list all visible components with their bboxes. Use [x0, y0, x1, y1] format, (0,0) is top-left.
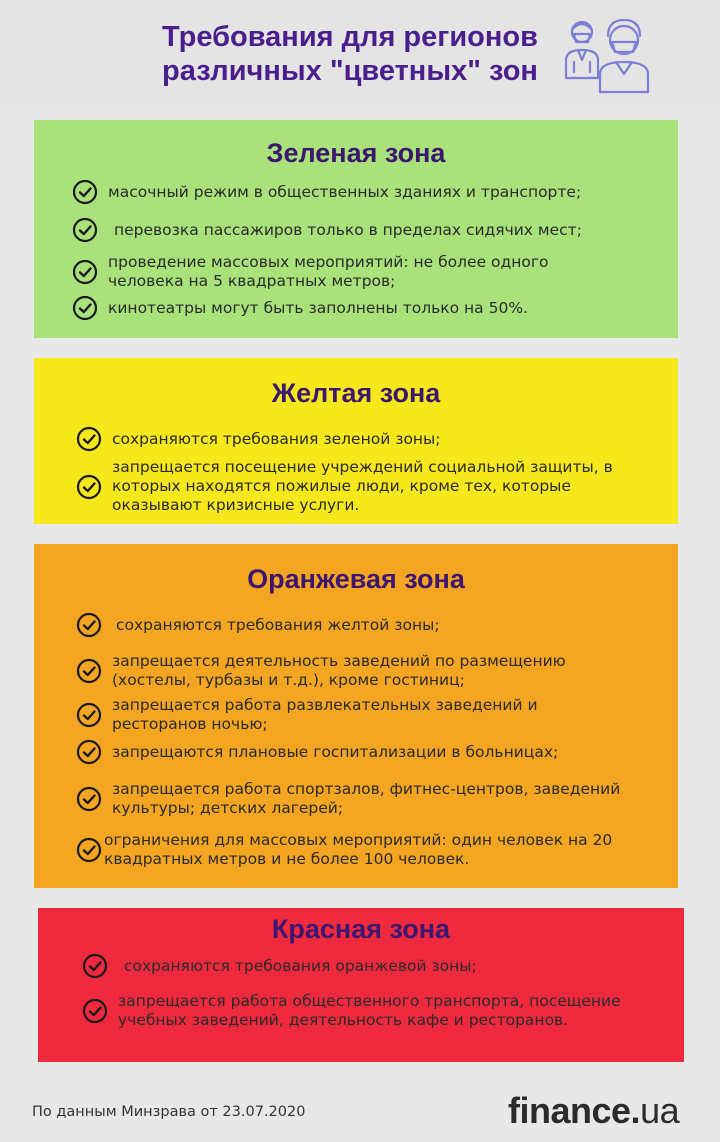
list-item: [72, 253, 592, 291]
zone-heading: Красная зона: [271, 914, 451, 944]
item-text: проведение массовых мероприятий: не более одного человека на 5 квадратных метров;: [108, 253, 549, 290]
list-item: [82, 992, 622, 1030]
check-circle-icon: [82, 953, 108, 979]
logo-dot: .: [630, 1090, 641, 1131]
finance-ua-logo[interactable]: [508, 1090, 679, 1132]
list-item: [82, 953, 672, 979]
list-item: [76, 696, 576, 734]
item-text: сохраняются требования оранжевой зоны;: [124, 956, 477, 975]
title-line-2: различных "цветных" зон: [162, 55, 538, 87]
zone-orange: [34, 544, 678, 888]
check-circle-icon: [76, 612, 102, 638]
list-item: [76, 426, 666, 452]
list-item: [76, 652, 636, 690]
item-text: запрещаются плановые госпитализации в больницах;: [112, 742, 559, 761]
list-item: [76, 739, 666, 765]
check-circle-icon: [72, 179, 98, 205]
zone-red: [38, 908, 684, 1062]
logo-tld: ua: [640, 1090, 680, 1131]
header: [0, 0, 720, 104]
check-circle-icon: [76, 426, 102, 452]
masked-people-icon: [560, 12, 660, 94]
title-line-1: Требования для регионов: [162, 21, 538, 53]
list-item: [72, 179, 662, 205]
check-circle-icon: [76, 786, 102, 812]
check-circle-icon: [72, 217, 98, 243]
check-circle-icon: [76, 837, 102, 863]
check-circle-icon: [72, 295, 98, 321]
check-circle-icon: [76, 702, 102, 728]
list-item: [76, 780, 636, 818]
check-circle-icon: [82, 998, 108, 1024]
list-item: [76, 831, 646, 869]
list-item: [76, 612, 666, 638]
page-title: [120, 20, 580, 88]
item-text: масочный режим в общественных зданиях и транспорте;: [108, 182, 582, 201]
item-text: запрещается работа развлекательных заведений и ресторанов ночью;: [112, 696, 538, 733]
list-item: [72, 217, 662, 243]
item-text: сохраняются требования зеленой зоны;: [112, 429, 441, 448]
list-item: [72, 295, 662, 321]
zone-yellow: [34, 358, 678, 524]
check-circle-icon: [72, 259, 98, 285]
item-text: запрещается работа общественного транспорта, посещение учебных заведений, деятельность кафе и ресторанов.: [118, 992, 621, 1029]
check-circle-icon: [76, 739, 102, 765]
item-text: ограничения для массовых мероприятий: один человек на 20 квадратных метров и не более 100 человек.: [104, 831, 613, 868]
check-circle-icon: [76, 658, 102, 684]
item-text: запрещается работа спортзалов, фитнес-центров, заведений культуры; детских лагерей;: [112, 780, 621, 817]
logo-main: finance: [508, 1090, 631, 1131]
item-text: запрещается деятельность заведений по размещению (хостелы, турбазы и т.д.), кроме гостиниц;: [112, 652, 566, 689]
item-text: кинотеатры могут быть заполнены только на 50%.: [108, 298, 528, 317]
item-text: запрещается посещение учреждений социальной защиты, в которых находятся пожилые люди, кроме тех, которые оказывают кризисные услуги.: [112, 458, 613, 514]
list-item: [76, 458, 636, 515]
check-circle-icon: [76, 474, 102, 500]
source-note: По данным Минзрава от 23.07.2020: [32, 1104, 306, 1120]
zone-heading: Оранжевая зона: [247, 564, 465, 594]
item-text: перевозка пассажиров только в пределах сидячих мест;: [114, 220, 582, 239]
item-text: сохраняются требования желтой зоны;: [116, 615, 440, 634]
zone-green: [34, 120, 678, 338]
zone-heading: Зеленая зона: [266, 138, 446, 168]
zone-heading: Желтая зона: [271, 378, 441, 408]
